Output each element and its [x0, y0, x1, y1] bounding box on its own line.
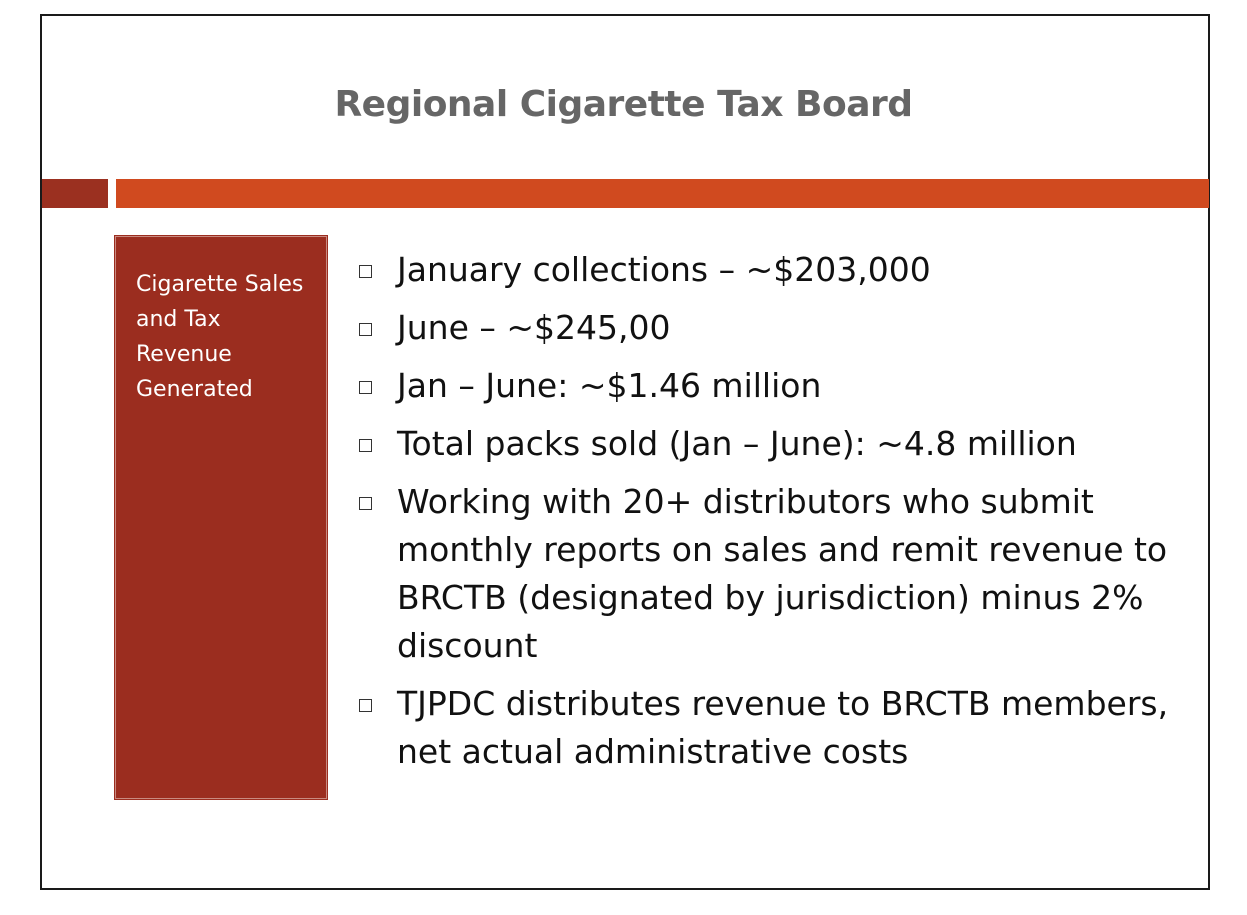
bullet-item [355, 478, 1175, 670]
bullet-text: Jan – June: ~$1.46 million [397, 366, 822, 405]
bullet-item [355, 304, 1175, 352]
hollow-square-icon [359, 439, 372, 452]
bullet-item [355, 246, 1175, 294]
bullet-list [355, 246, 1175, 786]
bullet-item [355, 362, 1175, 410]
hollow-square-icon [359, 265, 372, 278]
hollow-square-icon [359, 381, 372, 394]
hollow-square-icon [359, 699, 372, 712]
bullet-text: June – ~$245,00 [397, 308, 671, 347]
accent-bar-orange [116, 179, 1209, 208]
bullet-text: Working with 20+ distributors who submit monthly reports on sales and remit revenue to BRCTB (designated by jurisdiction) minus 2% discount [397, 482, 1168, 665]
hollow-square-icon [359, 497, 372, 510]
hollow-square-icon [359, 323, 372, 336]
slide-title: Regional Cigarette Tax Board [334, 84, 913, 125]
accent-bar-dark [42, 179, 108, 208]
sidebar-label: Cigarette Sales and Tax Revenue Generated [136, 272, 304, 402]
sidebar-panel [115, 236, 327, 799]
bullet-item [355, 680, 1175, 776]
bullet-text: Total packs sold (Jan – June): ~4.8 million [397, 424, 1077, 463]
bullet-item [355, 420, 1175, 468]
bullet-text: January collections – ~$203,000 [397, 250, 931, 289]
bullet-text: TJPDC distributes revenue to BRCTB members, net actual administrative costs [397, 684, 1169, 771]
